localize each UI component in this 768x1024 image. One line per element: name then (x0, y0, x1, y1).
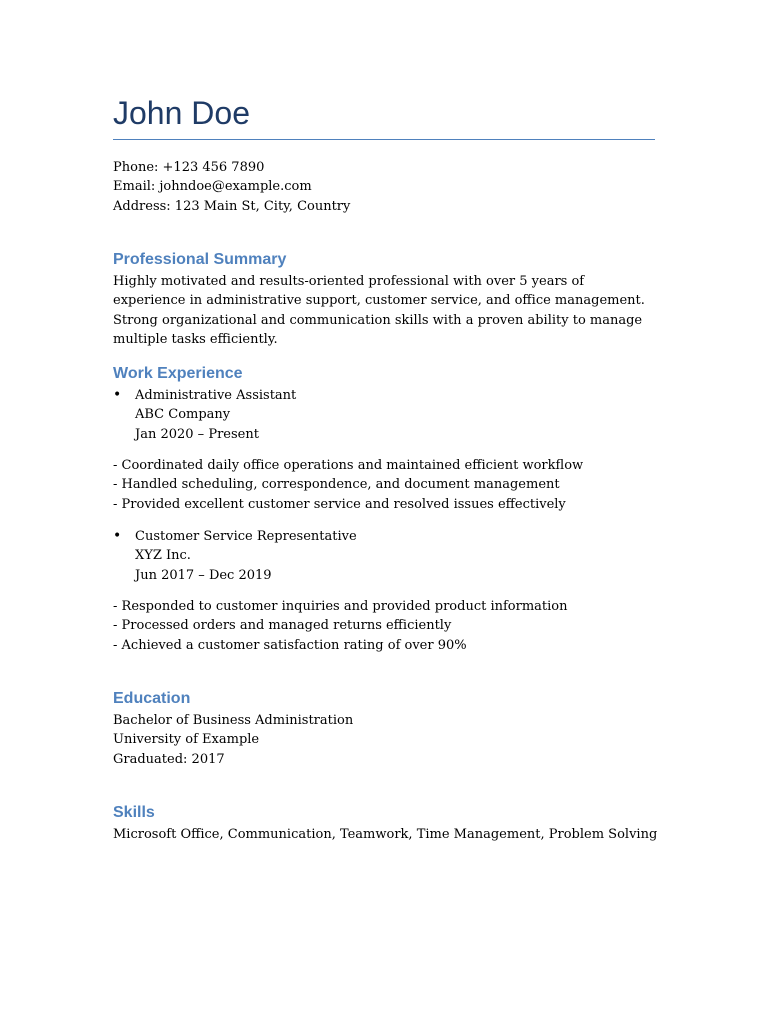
summary-heading: Professional Summary (113, 251, 287, 268)
education-school: University of Example (113, 732, 260, 748)
job-title: Customer Service Representative (135, 529, 357, 544)
contact-phone: Phone: +123 456 7890 (113, 160, 265, 175)
bullet-icon: • (113, 387, 122, 403)
job-entry-1 (113, 386, 655, 444)
job-duty: - Achieved a customer satisfaction rating of over 90% (113, 637, 467, 653)
job-duty: - Handled scheduling, correspondence, and document management (113, 477, 560, 493)
contact-email: Email: johndoe@example.com (113, 179, 312, 195)
education-heading: Education (113, 690, 191, 707)
experience-heading: Work Experience (113, 365, 243, 382)
skills-heading: Skills (113, 804, 155, 821)
education-degree: Bachelor of Business Administration (113, 713, 354, 728)
candidate-name: John Doe (113, 95, 250, 131)
job-dates: Jan 2020 – Present (135, 426, 259, 442)
job-duty: - Processed orders and managed returns efficiently (113, 618, 452, 634)
job-duty: - Coordinated daily office operations and maintained efficient workflow (113, 458, 584, 473)
education-graduated: Graduated: 2017 (113, 751, 225, 767)
contact-block (113, 158, 655, 216)
job-company: XYZ Inc. (135, 548, 191, 564)
job-duty: - Provided excellent customer service and resolved issues effectively (113, 496, 566, 512)
job-dates: Jun 2017 – Dec 2019 (135, 567, 272, 583)
name-divider (113, 139, 655, 140)
job-duty: - Responded to customer inquiries and provided product information (113, 599, 568, 614)
job-duties-2 (113, 597, 655, 655)
summary-text: Highly motivated and results-oriented professional with over 5 years of experience in administrative support, customer service, and office management. Strong organizational and communication skills with a proven ability to manage multiple tasks efficiently. (113, 274, 645, 347)
skills-block (113, 825, 658, 844)
contact-address: Address: 123 Main St, City, Country (113, 198, 351, 214)
job-company: ABC Company (135, 407, 231, 423)
education-block (113, 711, 655, 769)
skills-list: Microsoft Office, Communication, Teamwork, Time Management, Problem Solving (113, 827, 658, 842)
summary-block (113, 272, 655, 349)
job-entry-2 (113, 527, 655, 585)
job-duties-1 (113, 456, 655, 514)
job-title: Administrative Assistant (135, 388, 297, 403)
bullet-icon: • (113, 528, 122, 544)
